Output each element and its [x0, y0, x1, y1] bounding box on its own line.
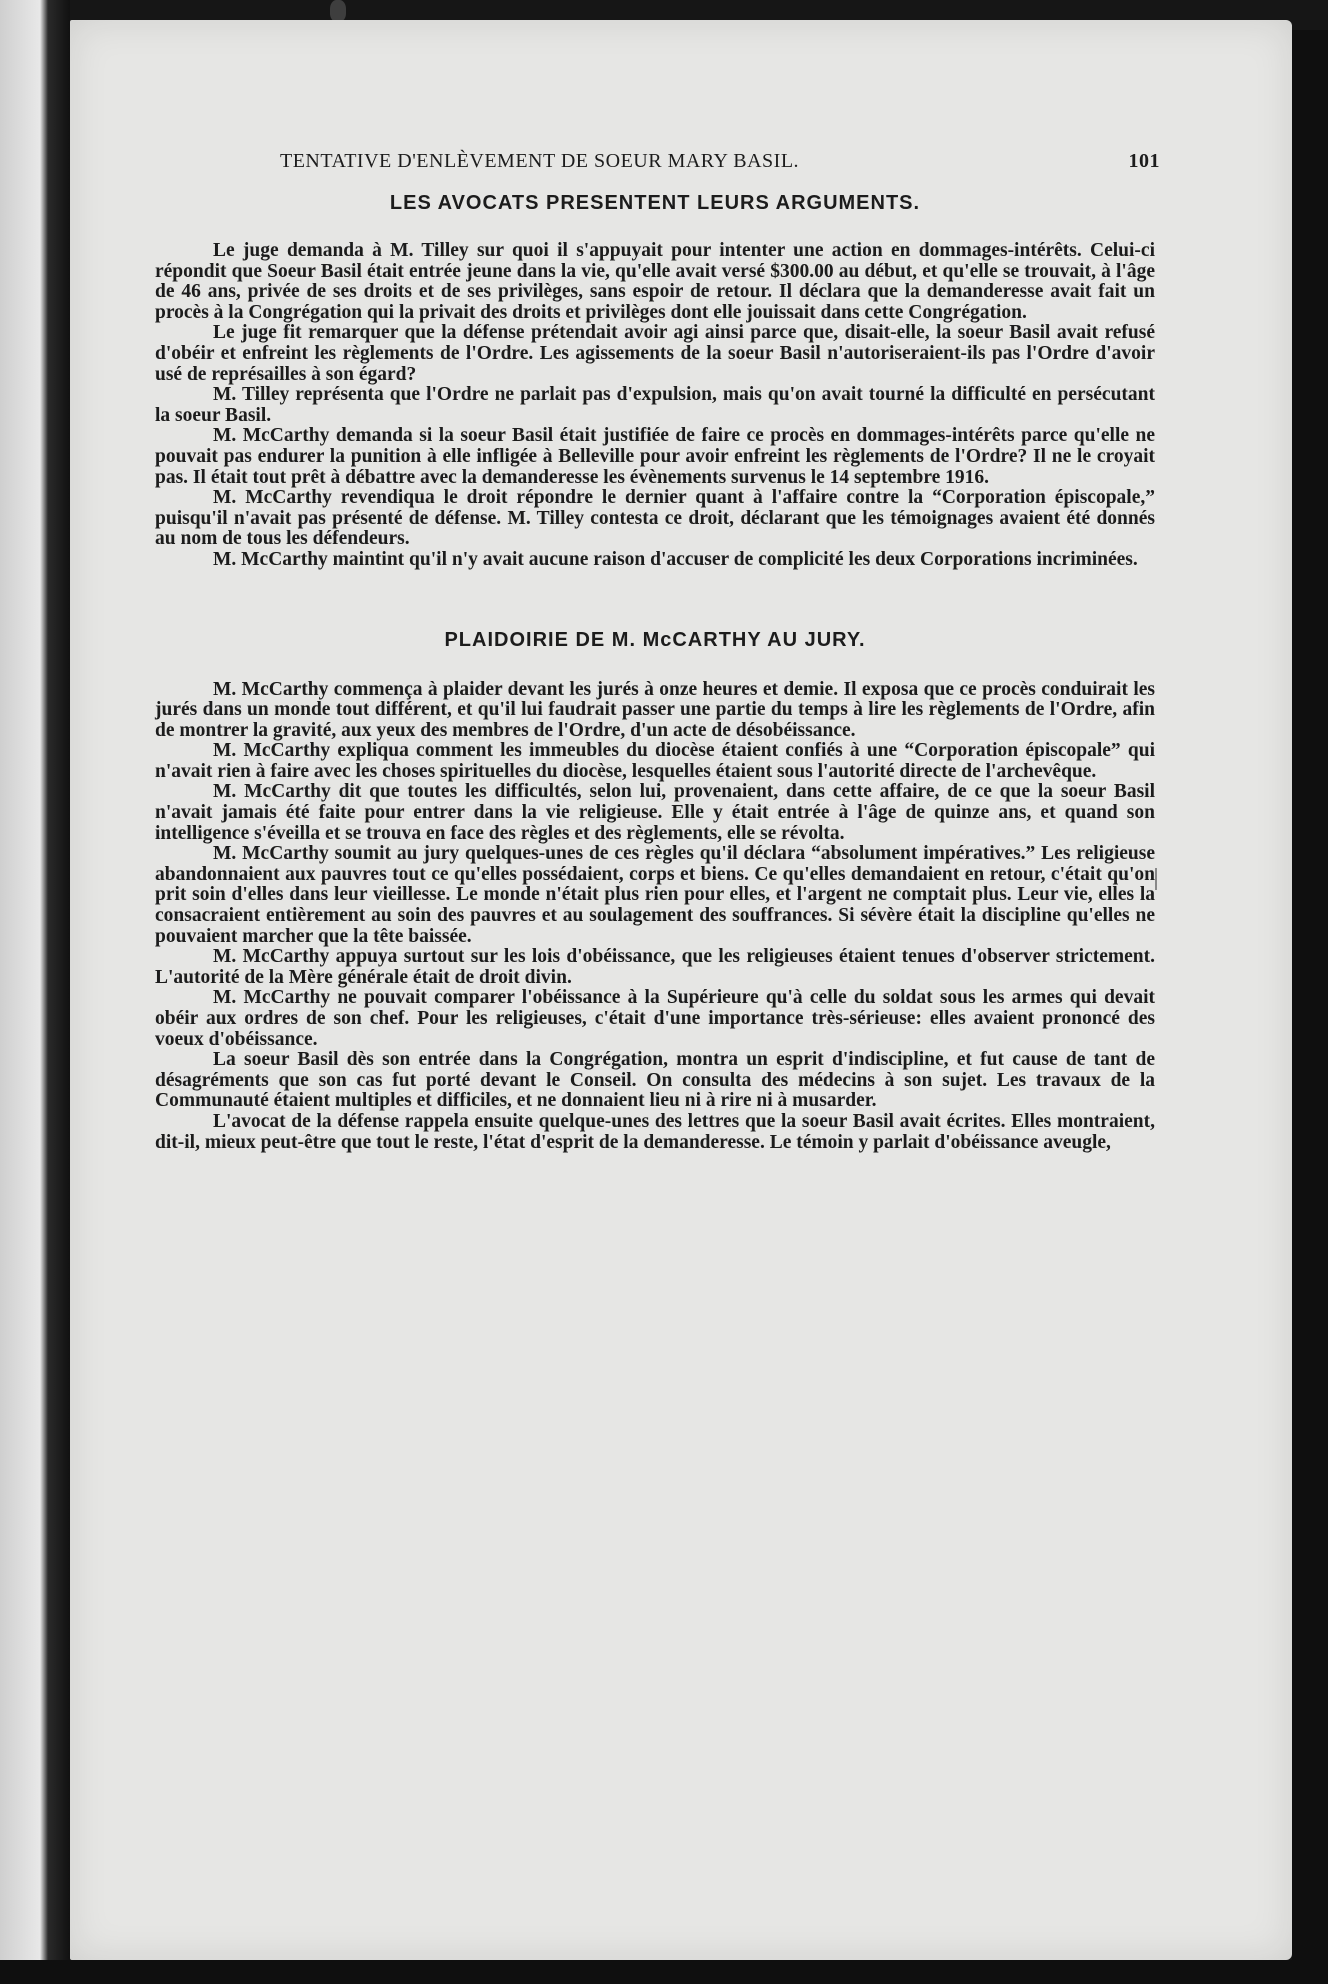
page-bottom-edge — [0, 1960, 1328, 1984]
section-heading-arguments: LES AVOCATS PRESENTENT LEURS ARGUMENTS. — [389, 192, 921, 214]
paragraph: La soeur Basil dès son entrée dans la Congrégation, montra un esprit d'indiscipline, et fut cause de tant de désagréments que son cas fut porté devant le Conseil. On consulta des médecins à son sujet. Les travaux de la Communauté étaient multiples et difficiles, et ne donnaient lieu ni à rire ni à musarder. — [155, 1049, 1155, 1112]
paragraph: M. McCarthy maintint qu'il n'y avait aucune raison d'accuser de complicité les deux Corporations incriminées. — [213, 548, 1138, 570]
paragraph: M. McCarthy dit que toutes les difficultés, selon lui, provenaient, dans cette affaire, de ce que la soeur Basil n'avait jamais été faite pour entrer dans la vie religieuse. Elle y était entrée à l'âge de quinze ans, et quand son intelligence s'éveilla et se trouva en face des règles et des règlements, elle se révolta. — [155, 781, 1155, 844]
page-right-edge — [1292, 30, 1328, 1960]
paragraph: M. McCarthy commença à plaider devant les jurés à onze heures et demie. Il exposa que ce procès conduirait les jurés dans un monde tout différent, et qu'il lui faudrait passer une partie du temps à lire les règlements de l'Ordre, afin de montrer la gravité, aux yeux des membres de l'Ordre, d'un acte de désobéissance. — [155, 678, 1155, 741]
margin-mark — [1155, 868, 1157, 890]
paragraph: Le juge fit remarquer que la défense prétendait avoir agi ainsi parce que, disait-elle, la soeur Basil avait refusé d'obéir et enfreint les règlements de l'Ordre. Les agissements de la soeur Basil n'autoriseraient-ils pas l'Ordre d'avoir usé de représailles à son égard? — [155, 322, 1155, 385]
paragraph: M. McCarthy appuya surtout sur les lois d'obéissance, que les religieuses étaient tenues d'observer strictement. L'autorité de la Mère générale était de droit divin. — [155, 946, 1155, 988]
paragraph: L'avocat de la défense rappela ensuite quelque-unes des lettres que la soeur Basil avait écrites. Elles montraient, dit-il, mieux peut-être que tout le reste, l'état d'esprit de la demanderesse. Le témoin y parlait d'obéissance aveugle, — [155, 1110, 1155, 1153]
paragraph: M. McCarthy demanda si la soeur Basil était justifiée de faire ce procès en dommages-intérêts parce qu'elle ne pouvait pas endurer la punition à elle infligée à Belleville pour avoir enfreint les règlements de l'Ordre? Il ne le croyait pas. Il était tout prêt à débattre avec la demanderesse les évènements survenus le 14 septembre 1916. — [155, 425, 1155, 488]
running-title: TENTATIVE D'ENLÈVEMENT DE SOEUR MARY BASIL. — [280, 150, 800, 172]
paragraph: M. McCarthy soumit au jury quelques-unes de ces règles qu'il déclara “absolument impératives.” Les religieuse abandonnaient aux pauvres tout ce qu'elles possédaient, corps et biens. Ce qu'elles demandaient en retour, c'était qu'on prit soin d'elles dans leur vieillesse. Le monde n'était plus rien pour elles, et l'argent ne comptait plus. Leur vie, elles la consacraient entièrement au soin des pauvres et au soulagement des souffrances. Si sévère était la discipline qu'elles ne pouvaient marcher que la tête baissée. — [155, 843, 1155, 947]
section-heading-plaidoirie: PLAIDOIRIE DE M. McCARTHY AU JURY. — [444, 628, 866, 651]
paragraph: M. McCarthy expliqua comment les immeubles du diocèse étaient confiés à une “Corporation épiscopale” qui n'avait rien à faire avec les choses spirituelles du diocèse, lesquelles étaient sous l'autorité directe de l'archevêque. — [155, 740, 1155, 782]
book-binding-edge — [0, 0, 70, 1984]
page-text-block — [155, 150, 1160, 1153]
ink-blot — [330, 0, 346, 22]
paragraph: Le juge demanda à M. Tilley sur quoi il s'appuyait pour intenter une action en dommages-intérêts. Celui-ci répondit que Soeur Basil était entrée jeune dans la vie, qu'elle avait versé $300.00 au début, et qu'elle se trouvait, à l'âge de 46 ans, privée de ses droits et de ses privilèges, sans espoir de retour. Il déclara que la demanderesse avait fait un procès à la Congrégation qui la privait des droits et privilèges dont elle jouissait dans cette Congrégation. — [155, 240, 1155, 323]
page-number: 101 — [1128, 150, 1160, 172]
paragraph: M. Tilley représenta que l'Ordre ne parlait pas d'expulsion, mais qu'on avait tourné la difficulté en persécutant la soeur Basil. — [155, 384, 1155, 426]
paragraph: M. McCarthy revendiqua le droit répondre le dernier quant à l'affaire contre la “Corporation épiscopale,” puisqu'il n'avait pas présenté de défense. M. Tilley contesta ce droit, déclarant que les témoignages avaient été donnés au nom de tous les défendeurs. — [155, 487, 1155, 550]
running-header — [155, 150, 1160, 186]
paragraph: M. McCarthy ne pouvait comparer l'obéissance à la Supérieure qu'à celle du soldat sous les armes qui devait obéir aux ordres de son chef. Pour les religieuses, c'était d'une importance très-sérieuse: elles avaient prononcé des voeux d'obéissance. — [155, 987, 1155, 1050]
